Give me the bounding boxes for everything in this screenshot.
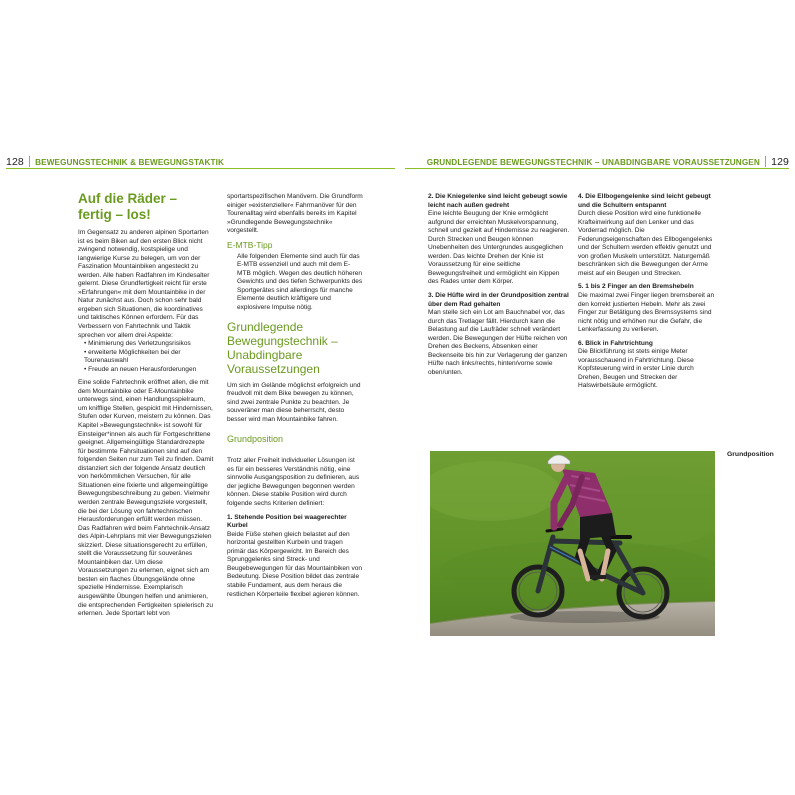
paragraph: Eine solide Fahrtechnik eröffnet allen, die mit dem Mountainbike oder E-Mountainbike unterwegs sind, einen Handlungsspielraum, um knifflige Stellen, gespickt mit Hindernissen, Stufen oder Kurven, meistern zu können. Das Kapitel »Bewegungstechnik« ist sowohl für Einsteiger*innen als auch für Fortgeschrittene geeignet. Allgemeingültige Standardrezepte für bestimmte Fahrsituationen sind auf den folgenden Seiten nur zum Teil zu finden. Damit distanziert sich der folgende Ansatz deutlich von herkömmlichen Versuchen, für alle Situationen eine fixierte und allgemeingültige Bewegungsbeschreibung zu geben. Vielmehr werden zentrale Bewegungsziele vorgestellt, die bei der Lösung von fahrtechnischen Herausforderungen erfüllt werden müssen. Das Radfahren wird beim Fahrtechnik-Ansatz des Alpin-Lehrplans mit vier Bewegungszielen skizziert. Diese situationsgerecht zu erfüllen, stellt die Voraussetzung für souveränes Mountainbiken dar. Um diese Voraussetzungen zu erlernen, eignet sich am besten ein flaches Übungsgelände ohne spezielle Hindernisse. Exemplarisch ausgewählte Übungen helfen und animieren, die entsprechenden Fertigkeiten spielerisch zu erlernen. Jede Sportart lebt von xyxy=(78,379,214,618)
column-3 xyxy=(428,193,570,377)
left-running-header xyxy=(6,156,224,168)
criterion-title: 2. Die Kniegelenke sind leicht gebeugt sowie leicht nach außen gedreht xyxy=(428,193,568,209)
bullet-item: • erweiterte Möglichkeiten bei der Tourenauswahl xyxy=(84,349,214,366)
criterion-title: 5. 1 bis 2 Finger an den Bremshebeln xyxy=(578,283,694,291)
left-header-rule xyxy=(6,168,395,169)
bullet-item: • Minimierung des Verletzungsrisikos xyxy=(84,340,214,349)
cyclist-photo xyxy=(430,451,715,636)
left-page-number: 128 xyxy=(6,156,24,168)
criterion-text: Beide Füße stehen gleich belastet auf den horizontal gestellten Kurbeln und tragen primär das Körpergewicht. Im Bereich des Sprunggelenks sind Streck- und Beugebewegungen für das Mountainbiken von Bedeutung. Diese Position bildet das zentrale stabile Fundament, aus dem heraus die restlichen Körperteile flexibel agieren können. xyxy=(227,530,363,598)
paragraph: Trotz aller Freiheit individueller Lösungen ist es für ein besseres Verständnis nötig, eine sinnvolle Ausgangsposition zu definieren, aus der jegliche Bewegungen begonnen werden können. Diese stabile Position wird durch folgende sechs Kriterien definiert: xyxy=(227,457,360,508)
bullet-list xyxy=(78,340,214,374)
right-running-title: GRUNDLEGENDE BEWEGUNGSTECHNIK – UNABDINGBARE VORAUSSETZUNGEN xyxy=(426,158,760,167)
paragraph: Im Gegensatz zu anderen alpinen Sportarten ist es beim Biken auf den ersten Blick nicht zwingend notwendig, kostspielige und langwierige Kurse zu belegen, um von der Faszination Mountainbiken angesteckt zu werden. Alle haben Radfahren im Kindesalter gelernt. Diese Grundfertigkeit reicht für erste »Erfahrungen« mit dem Mountainbike in der Natur zunächst aus. Doch schon sehr bald ergeben sich Situationen, die koordinatives und taktisches Können erfordern. Für das Verbessern von Fahrtechnik und Taktik sprechen vor allem drei Aspekte: xyxy=(78,229,210,339)
criterion-title: 4. Die Ellbogengelenke sind leicht gebeugt und die Schultern entspannt xyxy=(578,193,711,209)
bullet-item: • Freude an neuen Herausforderungen xyxy=(84,366,214,375)
left-running-title: BEWEGUNGSTECHNIK & BEWEGUNGSTAKTIK xyxy=(35,158,224,167)
criterion-title: 3. Die Hüfte wird in der Grundposition zentral über dem Rad gehalten xyxy=(428,292,569,308)
header-divider xyxy=(29,156,30,167)
criterion-text: Die maximal zwei Finger liegen bremsbereit an den korrekt justierten Hebeln. Mehr als zwei Finger zur Betätigung des Bremssystems sind nicht nötig und erhöhen nur die Gefahr, die Lenkerfassung zu verlieren. xyxy=(578,292,715,334)
photo-caption: Grundposition xyxy=(727,451,774,458)
criterion-text: Die Blickführung ist stets einige Meter vorausschauend in Fahrtrichtung. Diese Kopfsteuerung wird in erster Linie durch Drehen, Beugen und Strecken der Halswirbelsäule ermöglicht. xyxy=(578,348,694,390)
criterion-title: 1. Stehende Position bei waagerechter Kurbel xyxy=(227,513,347,530)
column-4 xyxy=(578,193,718,391)
criterion-text: Durch diese Position wird eine funktionelle Krafteinwirkung auf den Lenker und das Vorderrad möglich. Die Federungseigenschaften des Ellbogengelenks und der Schultern werden effektiv genutzt und von großen Muskeln unterstützt. Naturgemäß beschränken sich die Bewegungen der Arme meist auf ein Beugen und Strecken. xyxy=(578,210,713,277)
criterion-title: 6. Blick in Fahrtrichtung xyxy=(578,339,653,347)
sub-heading: Grundposition xyxy=(227,434,284,445)
tip-text: Alle folgenden Elemente sind auch für das E-MTB essenziell und auch mit dem E-MTB möglich. Wegen des deutlich höheren Gewichts und des tiefen Schwerpunkts des Sportgerätes sind allerdings für manche Elemente deutlich kräftigere und explosivere Impulse nötig. xyxy=(237,252,363,312)
section-heading: Grundlegende Bewegungstechnik – Unabdingbare Voraussetzungen xyxy=(227,319,338,376)
paragraph: sportartspezifischen Manövern. Die Grundform einiger »existenzieller« Fahrmanöver für den Tourenalltag wird ebenfalls bereits im Kapitel »Grundlegende Bewegungstechnik« vorgestellt. xyxy=(227,193,363,235)
criterion-text: Man stelle sich ein Lot am Bauchnabel vor, das durch das Tretlager fällt. Hierdurch kann die Belastung auf die Laufräder schnell verändert werden. Die Bewegungen der Hüfte reichen von Drehen des Beckens, Absenken einer Beckenseite bis hin zur Verlagerung der ganzen Hüfte nach links/rechts, hinten/vorne sowie oben/unten. xyxy=(428,309,568,376)
column-1 xyxy=(78,191,214,619)
right-page-number: 129 xyxy=(771,156,789,168)
criterion-text: Eine leichte Beugung der Knie ermöglicht aufgrund der erreichten Muskelvorspannung, schnell und gezielt auf Hindernisse zu reagieren. Durch Strecken und Beugen können Unebenheiten des Untergrundes ausgeglichen werden. Das leichte Drehen der Knie ist Voraussetzung für eine seitliche Bewegungsfreiheit und ermöglicht ein Kippen des Rades unter dem Körper. xyxy=(428,210,570,286)
header-divider xyxy=(765,156,766,167)
right-running-header xyxy=(427,156,789,168)
column-2 xyxy=(227,193,363,599)
right-header-rule xyxy=(405,168,789,169)
tip-heading: E-MTB-Tipp xyxy=(227,239,273,250)
section-heading: Auf die Räder – fertig – los! xyxy=(78,191,178,222)
paragraph: Um sich im Gelände möglichst erfolgreich und freudvoll mit dem Bike bewegen zu können, sind zwei zentrale Punkte zu beachten. Je souveräner man diese beherrscht, desto besser wird man Mountainbike fahren. xyxy=(227,381,361,423)
